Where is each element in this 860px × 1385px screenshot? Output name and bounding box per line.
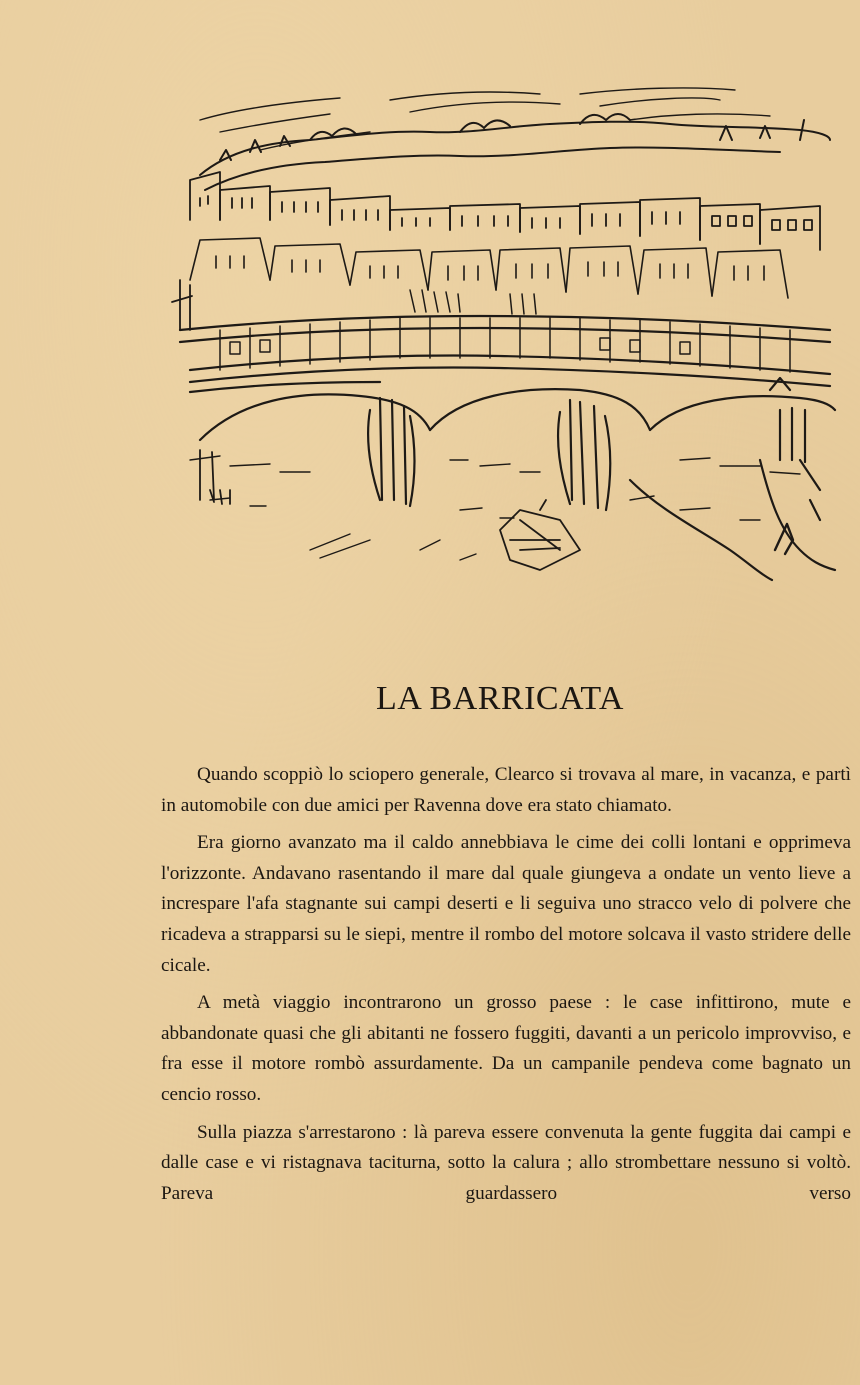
bridge-sketch-drawing	[160, 80, 840, 585]
chapter-body	[161, 760, 851, 1216]
paragraph-1: Quando scoppiò lo sciopero generale, Clearco si trovava al mare, in vacanza, e partì in automobile con due amici per Ravenna dove era stato chiamato.	[161, 764, 851, 816]
bridge-illustration	[160, 80, 840, 585]
paragraph-4: Sulla piazza s'arrestarono : là pareva essere convenuta la gente fuggita dai campi e dalle case e vi ristagnava taciturna, sotto la calura ; allo strombettare nessuno si voltò. Pareva guardassero verso	[161, 1121, 851, 1204]
chapter-title: LA BARRICATA	[376, 680, 624, 717]
paragraph-3: A metà viaggio incontrarono un grosso paese : le case infittirono, mute e abbandonate quasi che gli abitanti ne fossero fuggiti, davanti a un pericolo improvviso, e fra esse il motore rombò assurdamente. Da un campanile pendeva come bagnato un cencio rosso.	[161, 992, 851, 1105]
paragraph-2: Era giorno avanzato ma il caldo annebbiava le cime dei colli lontani e opprimeva l'orizzonte. Andavano rasentando il mare dal quale giungeva a ondate un vento lieve a increspare l'afa stagnante sui campi deserti e li seguiva uno stracco velo di polvere che ricadeva a strapparsi su le siepi, mentre il rombo del motore solcava il vasto stridere delle cicale.	[161, 832, 851, 976]
